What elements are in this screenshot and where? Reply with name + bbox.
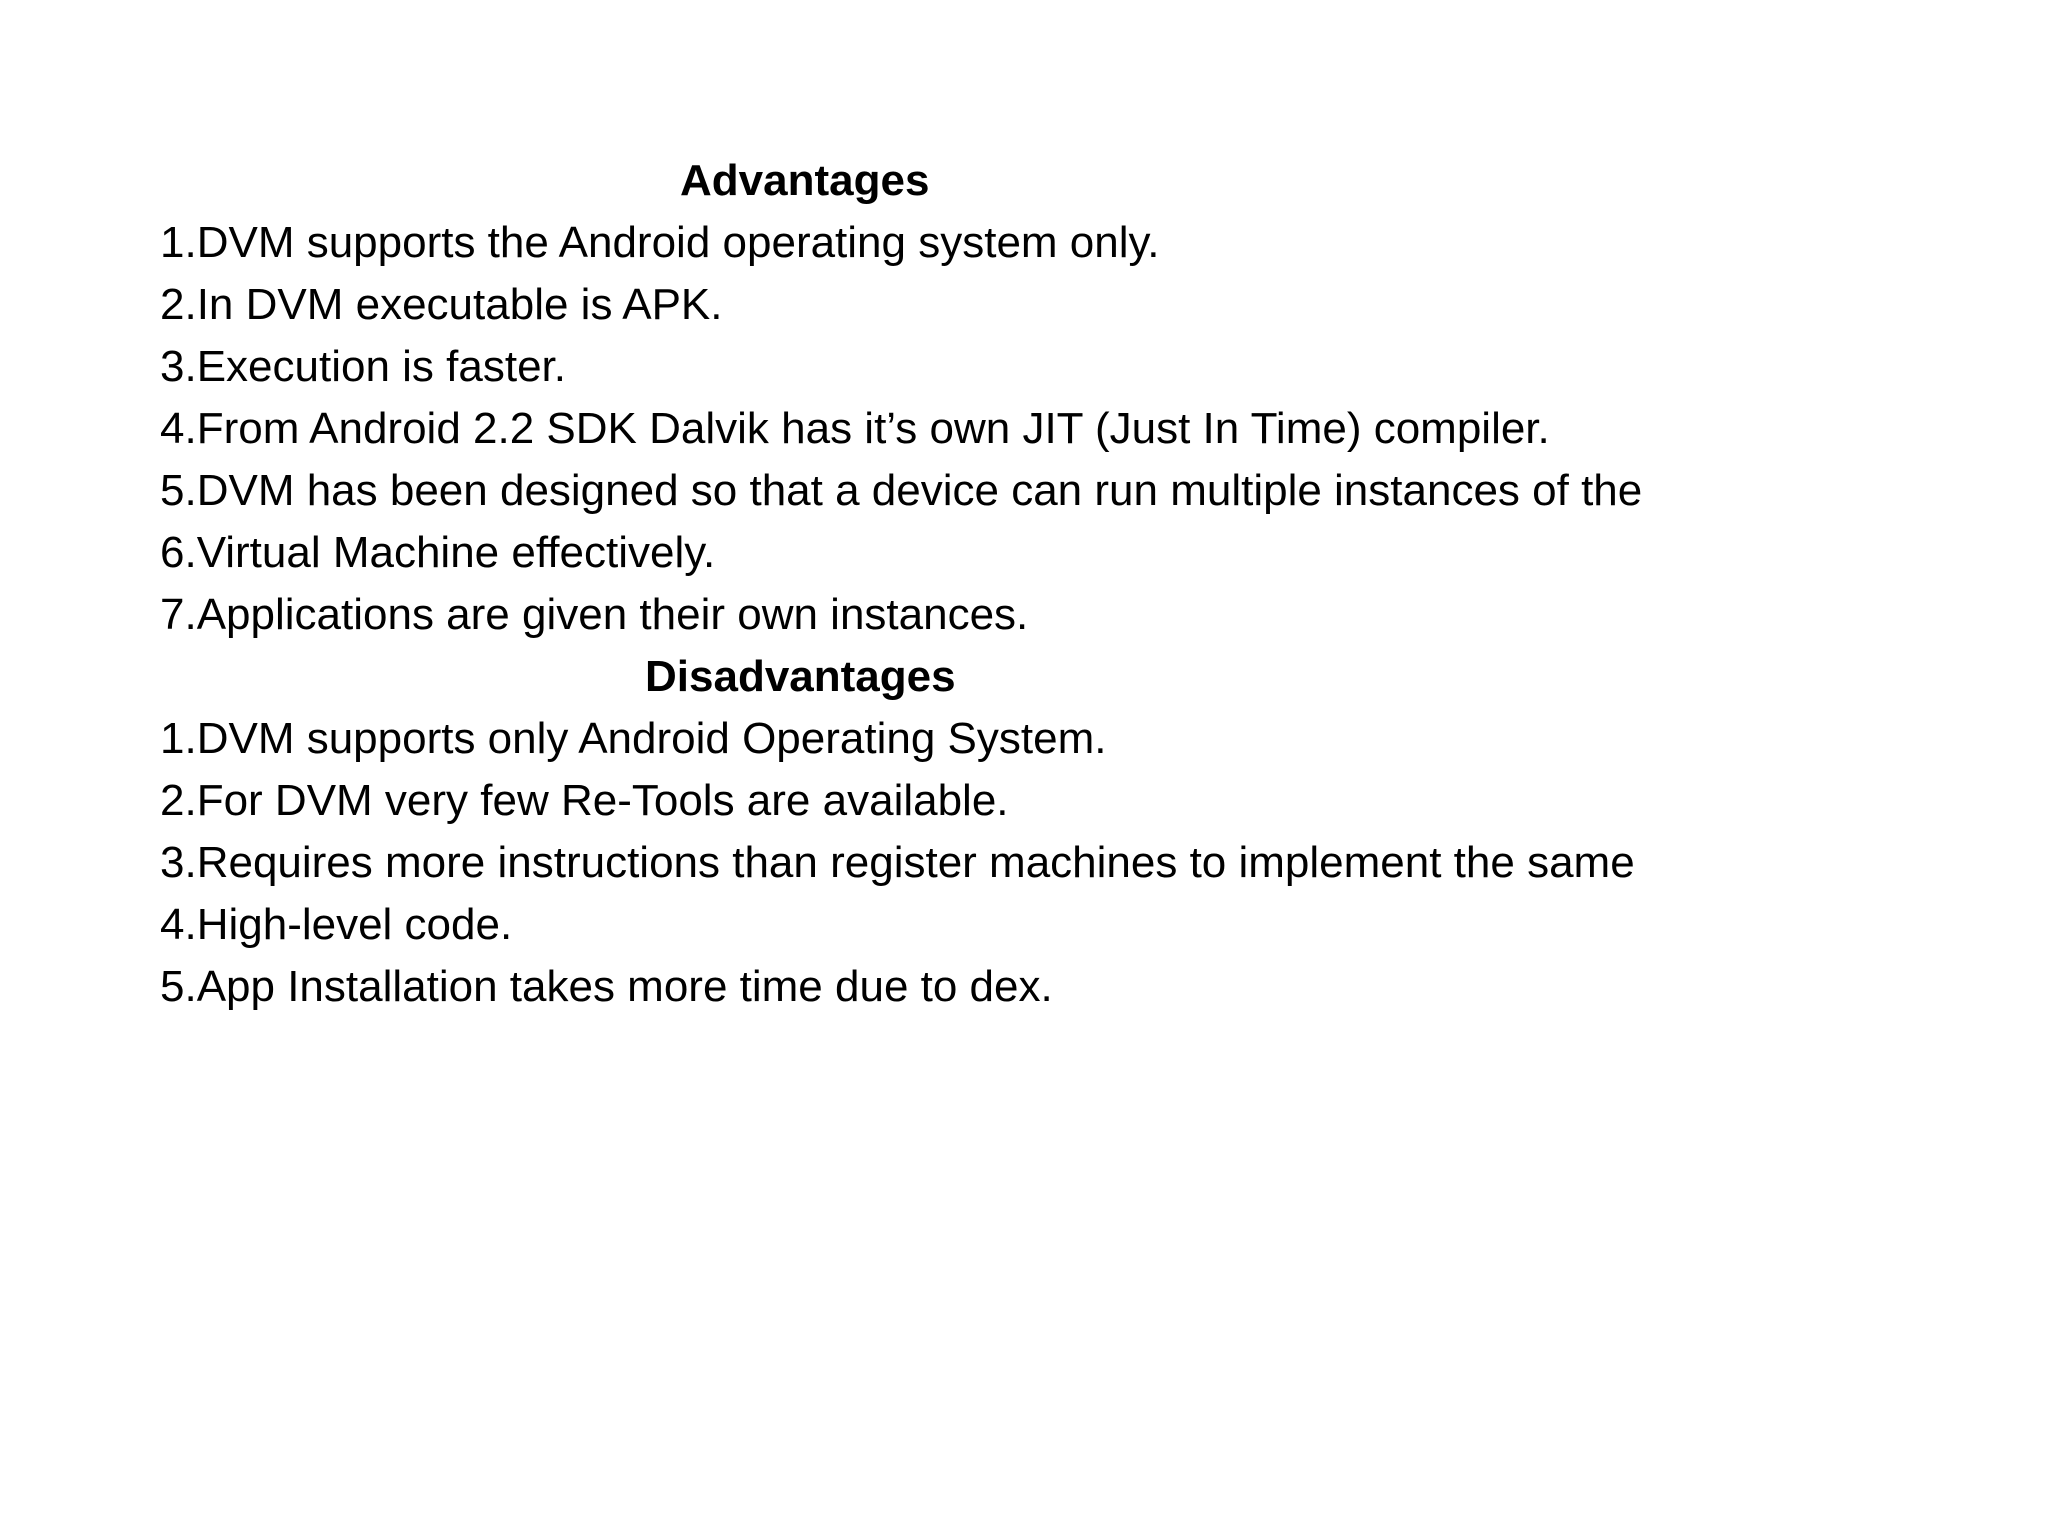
advantages-heading: Advantages [680,156,930,205]
advantage-item: 2.In DVM executable is APK. [160,280,723,329]
advantage-item: 4.From Android 2.2 SDK Dalvik has it’s own JIT (Just In Time) compiler. [160,404,1550,453]
disadvantage-item: 3.Requires more instructions than register machines to implement the same [160,838,1635,887]
disadvantages-heading: Disadvantages [645,652,956,701]
disadvantage-item: 5.App Installation takes more time due to dex. [160,962,1053,1011]
disadvantages-list [160,708,1980,1018]
disadvantage-item: 1.DVM supports only Android Operating System. [160,714,1107,763]
disadvantage-item: 4.High-level code. [160,900,513,949]
advantage-item: 1.DVM supports the Android operating system only. [160,218,1160,267]
disadvantage-item: 2.For DVM very few Re-Tools are available. [160,776,1009,825]
slide-content [160,150,1980,1018]
advantage-item: 7.Applications are given their own instances. [160,590,1029,639]
advantages-list [160,212,1980,646]
advantage-item: 5.DVM has been designed so that a device can run multiple instances of the [160,466,1643,515]
advantage-item: 6.Virtual Machine effectively. [160,528,716,577]
advantage-item: 3.Execution is faster. [160,342,566,391]
